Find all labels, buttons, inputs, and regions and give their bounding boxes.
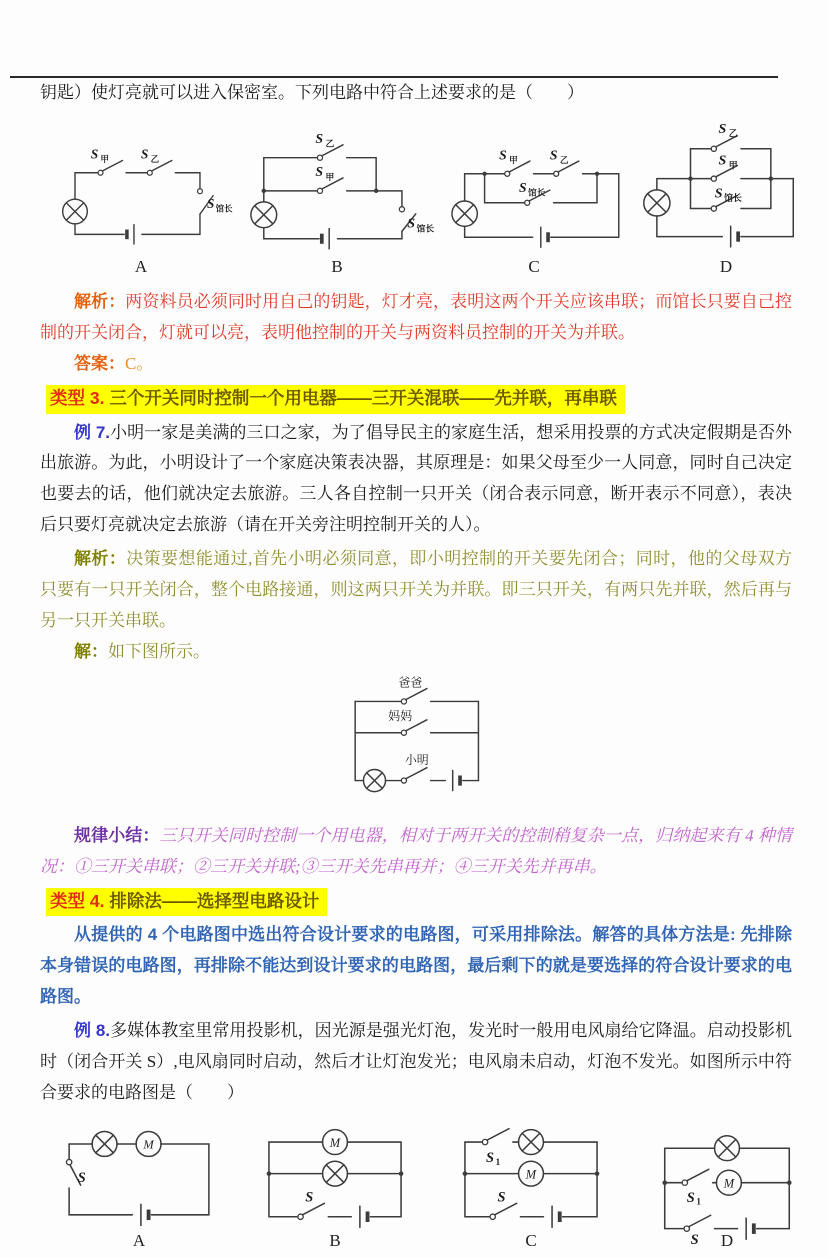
switch-yi-label: S: [315, 130, 324, 146]
svg-text:馆长: 馆长: [724, 193, 742, 204]
switch-guan-label: S: [519, 179, 527, 195]
type4-number: 类型 4.: [50, 890, 105, 911]
svg-text:乙: 乙: [325, 138, 335, 149]
option-letter: D: [720, 1230, 734, 1250]
type3-number: 类型 3.: [50, 388, 105, 409]
switch-jia-label: S: [90, 146, 99, 162]
type3-heading-bar: [46, 385, 792, 413]
summary-label: 规律小结：: [74, 826, 160, 846]
type3-title: 三个开关同时控制一个用电器——三开关混联——先并联，再串联: [109, 388, 617, 409]
option-letter: B: [329, 1230, 341, 1250]
wires: [75, 173, 200, 235]
analysis1-text: 两资料员必须同时用自己的钥匙，灯才亮，表明这两个开关应该串联；而馆长只要自己控制的开关闭合，灯就可以亮，表明他控制的开关与两资料员控制的开关为并联。: [40, 292, 793, 343]
question6-circuit-options: [44, 117, 820, 277]
battery-symbol: [452, 770, 459, 790]
switch-s1-label: S: [686, 1189, 695, 1206]
svg-text:甲: 甲: [100, 155, 109, 165]
svg-text:馆长: 馆长: [416, 223, 435, 234]
switch-s-label: S: [497, 1189, 506, 1206]
circuit8-b-diagram: [244, 1121, 426, 1233]
svg-text:乙: 乙: [728, 128, 738, 139]
switch-symbol: [401, 689, 427, 784]
wires: [264, 158, 402, 239]
svg-text:甲: 甲: [509, 154, 518, 165]
intro-line: 钥匙）使灯亮就可以进入保密室。下列电路中符合上述要求的是（ ）: [40, 83, 584, 102]
summary-paragraph: [40, 821, 792, 883]
wires: [465, 174, 619, 237]
lamp-symbol: [63, 199, 88, 224]
circuit-option-c: [436, 123, 632, 277]
switch-symbol: [298, 1203, 325, 1219]
switch-s-label: S: [77, 1170, 86, 1187]
type4-highlight: [46, 888, 327, 916]
circuit-option-d: [632, 117, 820, 277]
svg-text:馆长: 馆长: [528, 187, 546, 198]
example7-label: 例 7.: [74, 422, 111, 442]
circuit-c-diagram: [436, 123, 632, 259]
answer1-label: 答案：: [74, 354, 125, 374]
example8-label: 例 8.: [74, 1021, 111, 1041]
option-letter: C: [525, 1230, 537, 1250]
father-switch-label: 爸爸: [397, 675, 422, 690]
analysis1-paragraph: [40, 287, 792, 349]
lamp-symbol: [715, 1136, 740, 1161]
motor-symbol: [323, 1130, 348, 1155]
type4-heading-bar: [46, 888, 792, 916]
svg-text:甲: 甲: [325, 171, 335, 182]
svg-text:1: 1: [495, 1156, 501, 1167]
switch-jia-label: S: [315, 164, 324, 180]
switch-jia-label: S: [718, 153, 727, 169]
circuit8-option-c: [440, 1121, 622, 1251]
switch-symbol: [505, 161, 579, 205]
solution-line: [40, 637, 792, 668]
analysis2-label: 解析：: [74, 549, 127, 569]
svg-text:馆长: 馆长: [215, 204, 233, 214]
svg-text:M: M: [723, 1176, 735, 1191]
battery-symbol: [360, 1206, 368, 1227]
svg-text:甲: 甲: [728, 160, 738, 171]
example8-paragraph: [40, 1016, 792, 1109]
mother-switch-label: 妈妈: [387, 708, 412, 723]
lamp-symbol: [251, 202, 277, 228]
switch-yi-label: S: [141, 146, 149, 162]
svg-text:乙: 乙: [559, 154, 569, 165]
wires: [269, 1142, 401, 1217]
analysis2-paragraph: [40, 544, 792, 637]
circuit-option-a: [44, 127, 238, 277]
option-letter: A: [134, 256, 148, 276]
xiaoming-switch-label: 小明: [404, 753, 429, 768]
example8-text: 多媒体教室里常用投影机，因光源是强光灯泡，发光时一般用电风扇给它降温。启动投影机时（闭合开关 S）,电风扇同时启动，然后才让灯泡发光；电风扇未启动，灯泡不发光。如图所示中符合要求的电路图是（ ）: [40, 1021, 793, 1102]
switch-s1-label: S: [486, 1150, 494, 1167]
answer1-value: C。: [125, 354, 154, 374]
analysis1-label: 解析：: [74, 292, 126, 312]
switch-guan-label: S: [714, 186, 723, 202]
example7-solution-circuit: [322, 672, 507, 815]
solution-label: 解：: [74, 642, 108, 662]
circuit8-option-b: [244, 1121, 426, 1251]
family-voting-circuit: [322, 672, 507, 810]
circuit8-option-d: [636, 1129, 818, 1251]
circuit-option-b: [238, 119, 436, 277]
motor-symbol: [136, 1131, 161, 1156]
motor-symbol: [519, 1161, 544, 1186]
battery-symbol: [552, 1206, 560, 1227]
switch-guan-label: S: [206, 195, 215, 211]
svg-text:M: M: [143, 1137, 154, 1152]
type4-title: 排除法——选择型电路设计: [109, 890, 320, 911]
svg-text:1: 1: [696, 1196, 701, 1207]
question8-circuit-options: [48, 1121, 820, 1251]
circuit8-a-diagram: [48, 1121, 230, 1233]
lamp-symbol: [644, 190, 670, 216]
analysis2-text: 决策要想能通过,首先小明必须同意，即小明控制的开关要先闭合；同时，他的父母双方只要有一只开关闭合，整个电路接通，则这两只开关为并联。即三只开关，有两只先并联，然后再与另一只开关串联。: [40, 549, 793, 631]
switch-yi-label: S: [718, 121, 727, 137]
switch-jia-label: S: [499, 147, 507, 163]
lamp-symbol: [323, 1161, 348, 1186]
option-letter: A: [132, 1230, 146, 1250]
circuit8-option-a: [48, 1121, 230, 1251]
answer1-line: [40, 349, 792, 380]
battery-symbol: [731, 226, 738, 247]
battery-symbol: [541, 227, 548, 247]
switch-guan-label: S: [407, 215, 416, 231]
lamp-symbol: [519, 1130, 544, 1155]
solution-text: 如下图所示。: [108, 642, 210, 662]
option-letter: B: [331, 256, 343, 276]
switch-symbol: [98, 160, 213, 214]
svg-text:M: M: [525, 1167, 537, 1182]
svg-text:乙: 乙: [150, 155, 160, 165]
wires: [355, 701, 478, 780]
example7-paragraph: [40, 418, 792, 542]
circuit8-d-diagram: [636, 1129, 818, 1245]
circuit-b-diagram: [238, 119, 436, 259]
battery-symbol: [322, 229, 329, 249]
switch-s-label: S: [305, 1189, 314, 1206]
lamp-symbol: [92, 1131, 117, 1156]
summary-text: 三只开关同时控制一个用电器，相对于两开关的控制稍复杂一点，归纳起来有 4 种情况：①三开关串联；②三开关并联;③三开关先串再并；④三开关先并再串。: [40, 826, 793, 876]
svg-text:M: M: [329, 1135, 341, 1150]
wires: [69, 1144, 209, 1215]
option-letter: D: [719, 256, 733, 276]
battery-symbol: [141, 1204, 149, 1225]
example7-text: 小明一家是美满的三口之家，为了倡导民主的家庭生活，想采用投票的方式决定假期是否外出旅游。为此，小明设计了一个家庭决策表决器，其原理是：如果父母至少一人同意，同时自己决定也要去的话，他们就决定去旅游。三人各自控制一只开关（闭合表示同意，断开表示不同意），表决后只要灯亮就决定去旅游（请在开关旁注明控制开关的人）。: [40, 422, 793, 535]
lamp-symbol: [363, 770, 385, 792]
type3-highlight: [46, 385, 625, 413]
circuit-a-diagram: [44, 127, 238, 259]
motor-symbol: [716, 1170, 741, 1195]
lamp-symbol: [452, 201, 477, 226]
option-letter: C: [528, 256, 540, 276]
circuit-d-diagram: [632, 117, 820, 259]
switch-s-label: S: [690, 1231, 699, 1245]
switch-yi-label: S: [549, 147, 558, 163]
method-paragraph: 从提供的 4 个电路图中选出符合设计要求的电路图，可采用排除法。解答的具体方法是: 先排除本身错误的电路图，再排除不能达到设计要求的电路图，最后剩下的就是要选择的符合设计要求的电路图。: [40, 925, 792, 1007]
battery-symbol: [127, 225, 134, 244]
circuit8-c-diagram: [440, 1121, 622, 1233]
